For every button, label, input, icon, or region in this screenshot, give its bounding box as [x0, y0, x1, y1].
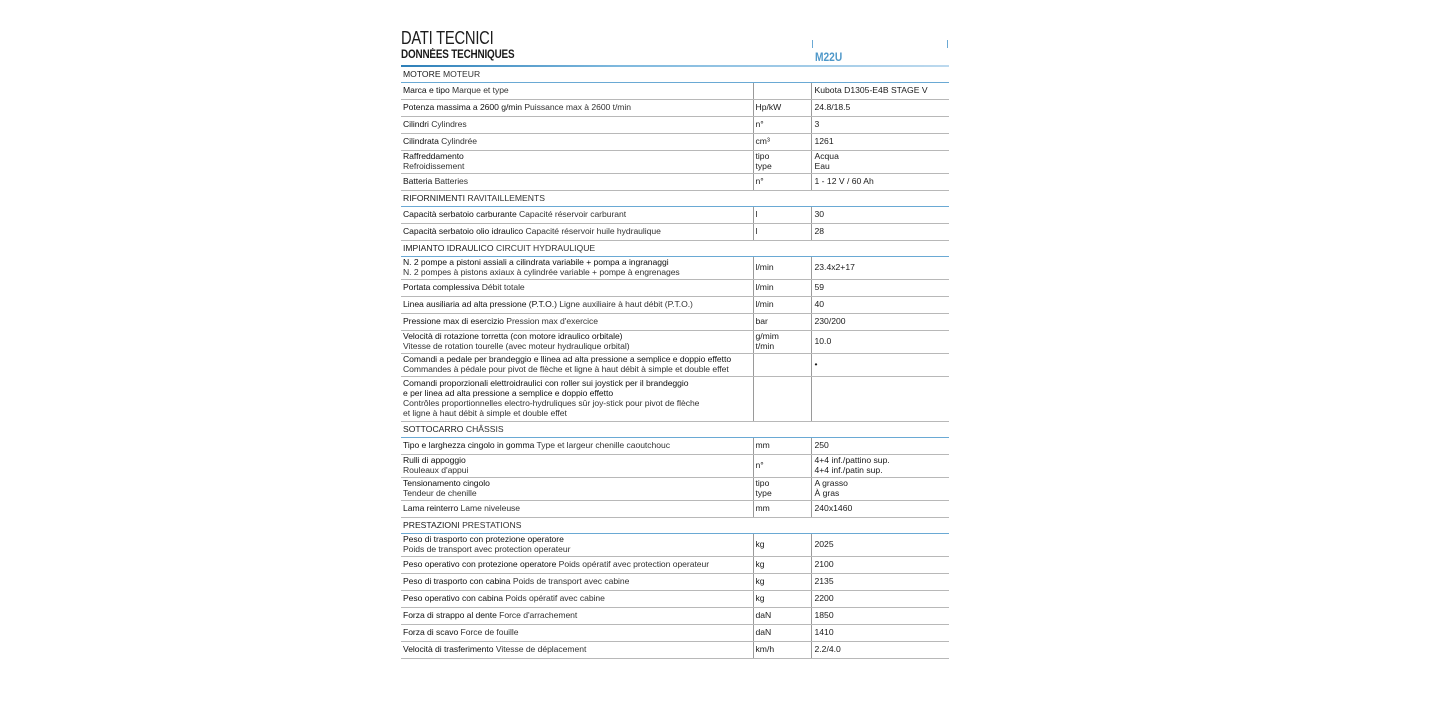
spec-description — [401, 625, 753, 642]
value-secondary: Eau — [814, 161, 830, 171]
spec-row — [401, 280, 949, 297]
description-fr: Tendeur de chenille — [403, 488, 477, 498]
model-column-header — [812, 40, 948, 66]
value-secondary: À gras — [814, 488, 840, 498]
spec-sheet — [401, 28, 949, 655]
spec-value — [811, 207, 949, 224]
spec-value — [811, 478, 949, 501]
spec-row — [401, 134, 949, 151]
description-it: Rulli di appoggio — [403, 455, 466, 466]
section-header — [401, 67, 949, 83]
model-name: M22U — [815, 50, 843, 64]
header-tick-left — [812, 40, 813, 48]
spec-row — [401, 478, 949, 501]
spec-description — [401, 478, 753, 501]
unit-secondary: type — [755, 161, 772, 171]
description-fr: Batteries — [434, 176, 469, 187]
description-fr: Rouleaux d'appui — [403, 465, 469, 475]
unit-primary: daN — [755, 610, 772, 621]
spec-description — [401, 501, 753, 518]
description-it-2: e per linea ad alta pressione a semplice e doppio effetto — [403, 388, 614, 399]
spec-row — [401, 354, 949, 377]
unit-primary: tipo — [755, 151, 770, 162]
spec-unit — [753, 438, 811, 455]
description-fr: Vitesse de rotation tourelle (avec moteur hydraulique orbital) — [403, 341, 630, 351]
section-title-fr: CHÂSSIS — [465, 423, 504, 434]
spec-unit — [753, 625, 811, 642]
spec-value — [811, 574, 949, 591]
value-primary: 230/200 — [814, 316, 846, 327]
spec-value — [811, 83, 949, 100]
section-title — [401, 422, 949, 438]
spec-row — [401, 608, 949, 625]
spec-row — [401, 557, 949, 574]
spec-description — [401, 174, 753, 191]
spec-description — [401, 377, 753, 422]
value-primary: 1261 — [814, 136, 834, 147]
spec-value — [811, 280, 949, 297]
section-header — [401, 422, 949, 438]
unit-secondary: t/min — [755, 341, 775, 351]
spec-value — [811, 354, 949, 377]
spec-unit — [753, 297, 811, 314]
spec-row — [401, 314, 949, 331]
section-title — [401, 241, 949, 257]
description-it: Forza di scavo — [403, 627, 459, 638]
description-fr: Cylindrée — [441, 136, 478, 147]
description-it: Capacità serbatoio carburante — [403, 209, 517, 220]
spec-value — [811, 174, 949, 191]
spec-description — [401, 100, 753, 117]
section-header — [401, 191, 949, 207]
value-primary: 28 — [814, 226, 825, 237]
spec-unit — [753, 207, 811, 224]
spec-description — [401, 134, 753, 151]
spec-table — [401, 67, 949, 659]
value-primary: 1850 — [814, 610, 834, 621]
description-it: Portata complessiva — [403, 282, 480, 293]
section-title-it: RIFORNIMENTI — [403, 192, 466, 203]
value-primary: 1410 — [814, 627, 834, 638]
description-fr: Poids opératif avec cabine — [505, 593, 605, 604]
spec-row — [401, 574, 949, 591]
spec-description — [401, 297, 753, 314]
spec-value — [811, 257, 949, 280]
spec-description — [401, 151, 753, 174]
unit-primary: mm — [755, 440, 770, 451]
spec-value — [811, 501, 949, 518]
value-primary: 59 — [814, 282, 825, 293]
spec-description — [401, 608, 753, 625]
section-title-it: MOTORE — [403, 68, 441, 79]
description-fr: Vitesse de déplacement — [495, 644, 587, 655]
spec-row — [401, 438, 949, 455]
spec-unit — [753, 377, 811, 422]
description-fr: Refroidissement — [403, 161, 465, 171]
spec-row — [401, 534, 949, 557]
spec-row — [401, 455, 949, 478]
section-title-it: PRESTAZIONI — [403, 519, 460, 530]
spec-value — [811, 134, 949, 151]
spec-row — [401, 151, 949, 174]
unit-primary: daN — [755, 627, 772, 638]
spec-unit — [753, 174, 811, 191]
spec-description — [401, 574, 753, 591]
spec-value — [811, 331, 949, 354]
title-french: DONNÉES TECHNIQUES — [401, 49, 515, 61]
spec-description — [401, 557, 753, 574]
description-it: Tensionamento cingolo — [403, 478, 490, 489]
unit-primary: l/min — [755, 282, 774, 293]
unit-primary: bar — [755, 316, 768, 327]
description-it: Cilindri — [403, 119, 429, 130]
spec-row — [401, 207, 949, 224]
spec-description — [401, 354, 753, 377]
description-it: N. 2 pompe a pistoni assiali a cilindrata variabile + pompa a ingranaggi — [403, 257, 669, 268]
description-fr: Capacité réservoir carburant — [519, 209, 627, 220]
spec-row — [401, 83, 949, 100]
spec-value — [811, 224, 949, 241]
description-it: Potenza massima a 2600 g/min — [403, 102, 522, 113]
description-fr: Puissance max à 2600 t/min — [524, 102, 631, 113]
spec-value — [811, 608, 949, 625]
spec-value — [811, 297, 949, 314]
unit-primary: n° — [755, 176, 764, 187]
spec-value — [811, 642, 949, 659]
spec-row — [401, 331, 949, 354]
spec-unit — [753, 224, 811, 241]
description-it: Peso di trasporto con protezione operatore — [403, 534, 564, 545]
description-it: Cilindrata — [403, 136, 439, 147]
value-primary: 24.8/18.5 — [814, 102, 851, 113]
description-it: Batteria — [403, 176, 433, 187]
spec-description — [401, 438, 753, 455]
spec-row — [401, 257, 949, 280]
description-fr: Commandes à pédale pour pivot de flèche et ligne à haut débit à simple et double effet — [403, 364, 729, 374]
value-primary: 2.2/4.0 — [814, 644, 841, 655]
spec-unit — [753, 314, 811, 331]
spec-description — [401, 280, 753, 297]
spec-description — [401, 257, 753, 280]
spec-unit — [753, 574, 811, 591]
unit-primary: cm³ — [755, 136, 770, 147]
value-primary: • — [814, 359, 818, 370]
spec-value — [811, 314, 949, 331]
description-fr: Contrôles proportionnelles electro-hydruliques sûr joy-stick pour pivot de flèche — [403, 398, 700, 408]
section-title-it: IMPIANTO IDRAULICO — [403, 242, 494, 253]
description-it: Comandi proporzionali elettroidraulici con roller sui joystick per il brandeggio — [403, 378, 689, 389]
spec-value — [811, 377, 949, 422]
spec-row — [401, 642, 949, 659]
spec-row — [401, 174, 949, 191]
unit-primary: kg — [755, 576, 765, 587]
unit-primary: kg — [755, 539, 765, 550]
description-fr: Ligne auxiliaire à haut débit (P.T.O.) — [559, 299, 693, 310]
description-it: Lama reinterro — [403, 503, 459, 514]
spec-unit — [753, 280, 811, 297]
spec-value — [811, 438, 949, 455]
unit-primary: n° — [755, 119, 764, 130]
value-primary: 23.4x2+17 — [814, 262, 855, 273]
value-primary: 2200 — [814, 593, 834, 604]
description-it: Forza di strappo al dente — [403, 610, 497, 621]
spec-description — [401, 117, 753, 134]
value-primary: 4+4 inf./pattino sup. — [814, 455, 890, 466]
spec-row — [401, 591, 949, 608]
section-title-fr: CIRCUIT HYDRAULIQUE — [495, 242, 596, 253]
unit-primary: l — [755, 209, 758, 220]
unit-primary: l/min — [755, 299, 774, 310]
spec-value — [811, 455, 949, 478]
spec-unit — [753, 83, 811, 100]
value-secondary: 4+4 inf./patin sup. — [814, 465, 883, 475]
unit-primary: n° — [755, 460, 764, 471]
unit-primary: l/min — [755, 262, 774, 273]
spec-unit — [753, 331, 811, 354]
spec-unit — [753, 478, 811, 501]
spec-unit — [753, 455, 811, 478]
value-primary: Kubota D1305-E4B STAGE V — [814, 85, 928, 96]
value-primary: 1 - 12 V / 60 Ah — [814, 176, 874, 187]
unit-secondary: type — [755, 488, 772, 498]
description-fr: Débit totale — [481, 282, 525, 293]
description-fr: Lame niveleuse — [460, 503, 521, 514]
unit-primary: Hp/kW — [755, 102, 782, 113]
spec-unit — [753, 534, 811, 557]
section-title-fr: MOTEUR — [442, 68, 481, 79]
description-it: Marca e tipo — [403, 85, 450, 96]
header-tick-right — [947, 40, 948, 48]
spec-description — [401, 207, 753, 224]
description-it: Tipo e larghezza cingolo in gomma — [403, 440, 535, 451]
unit-primary: l — [755, 226, 758, 237]
spec-description — [401, 534, 753, 557]
spec-value — [811, 557, 949, 574]
spec-unit — [753, 100, 811, 117]
value-primary: 3 — [814, 119, 820, 130]
value-primary: 30 — [814, 209, 825, 220]
spec-description — [401, 331, 753, 354]
title-italian: DATI TECNICI — [401, 28, 494, 48]
description-fr: Poids opératif avec protection operateur — [558, 559, 710, 570]
unit-primary: kg — [755, 593, 765, 604]
value-primary: 2135 — [814, 576, 834, 587]
value-primary: A grasso — [814, 478, 848, 489]
spec-description — [401, 314, 753, 331]
section-title-fr: RAVITAILLEMENTS — [467, 192, 545, 203]
description-fr: Poids de transport avec protection operateur — [403, 544, 571, 554]
value-primary: 2100 — [814, 559, 834, 570]
spec-value — [811, 591, 949, 608]
description-it: Peso operativo con cabina — [403, 593, 504, 604]
description-fr: Type et largeur chenille caoutchouc — [536, 440, 670, 451]
spec-row — [401, 100, 949, 117]
section-header — [401, 241, 949, 257]
description-it: Velocità di trasferimento — [403, 644, 494, 655]
spec-row — [401, 224, 949, 241]
description-it: Peso operativo con protezione operatore — [403, 559, 557, 570]
description-it: Capacità serbatoio olio idraulico — [403, 226, 524, 237]
unit-primary: mm — [755, 503, 770, 514]
spec-unit — [753, 608, 811, 625]
description-fr: Force de fouille — [460, 627, 519, 638]
spec-unit — [753, 591, 811, 608]
value-primary: 240x1460 — [814, 503, 853, 514]
spec-value — [811, 625, 949, 642]
spec-unit — [753, 501, 811, 518]
spec-row — [401, 297, 949, 314]
section-title-fr: PRESTATIONS — [462, 519, 522, 530]
section-title — [401, 67, 949, 83]
description-it: Comandi a pedale per brandeggio e llinea ad alta pressione a semplice e doppio effetto — [403, 354, 732, 365]
value-primary: 10.0 — [814, 336, 832, 347]
value-primary: 40 — [814, 299, 825, 310]
spec-value — [811, 100, 949, 117]
spec-unit — [753, 117, 811, 134]
description-it: Raffreddamento — [403, 151, 464, 162]
spec-row — [401, 501, 949, 518]
unit-primary: kg — [755, 559, 765, 570]
section-title-it: SOTTOCARRO — [403, 423, 464, 434]
description-it: Velocità di rotazione torretta (con motore idraulico orbitale) — [403, 331, 623, 342]
section-title — [401, 191, 949, 207]
spec-row — [401, 625, 949, 642]
unit-primary: km/h — [755, 644, 775, 655]
spec-description — [401, 83, 753, 100]
unit-primary: g/mim — [755, 331, 779, 342]
spec-unit — [753, 134, 811, 151]
description-it: Pressione max di esercizio — [403, 316, 504, 327]
description-fr: Pression max d'exercice — [506, 316, 598, 327]
section-title — [401, 518, 949, 534]
section-header — [401, 518, 949, 534]
spec-row — [401, 377, 949, 422]
spec-unit — [753, 642, 811, 659]
description-fr: Force d'arrachement — [499, 610, 578, 621]
description-fr: Cylindres — [431, 119, 467, 130]
description-fr: Marque et type — [452, 85, 509, 96]
spec-description — [401, 642, 753, 659]
spec-description — [401, 591, 753, 608]
spec-unit — [753, 257, 811, 280]
description-it: Linea ausiliaria ad alta pressione (P.T.O.) — [403, 299, 557, 310]
description-fr: N. 2 pompes à pistons axiaux à cylindrée variable + pompe à engrenages — [403, 267, 680, 277]
spec-row — [401, 117, 949, 134]
unit-primary: tipo — [755, 478, 770, 489]
value-primary: 2025 — [814, 539, 834, 550]
spec-value — [811, 117, 949, 134]
description-fr: Capacité réservoir huile hydraulique — [525, 226, 661, 237]
description-it: Peso di trasporto con cabina — [403, 576, 511, 587]
spec-description — [401, 224, 753, 241]
spec-unit — [753, 151, 811, 174]
spec-unit — [753, 354, 811, 377]
description-fr-2: et ligne à haut débit à simple et double effet — [403, 407, 567, 418]
value-primary: Acqua — [814, 151, 839, 162]
value-primary: 250 — [814, 440, 829, 451]
spec-value — [811, 151, 949, 174]
spec-value — [811, 534, 949, 557]
spec-unit — [753, 557, 811, 574]
spec-description — [401, 455, 753, 478]
description-fr: Poids de transport avec cabine — [512, 576, 630, 587]
